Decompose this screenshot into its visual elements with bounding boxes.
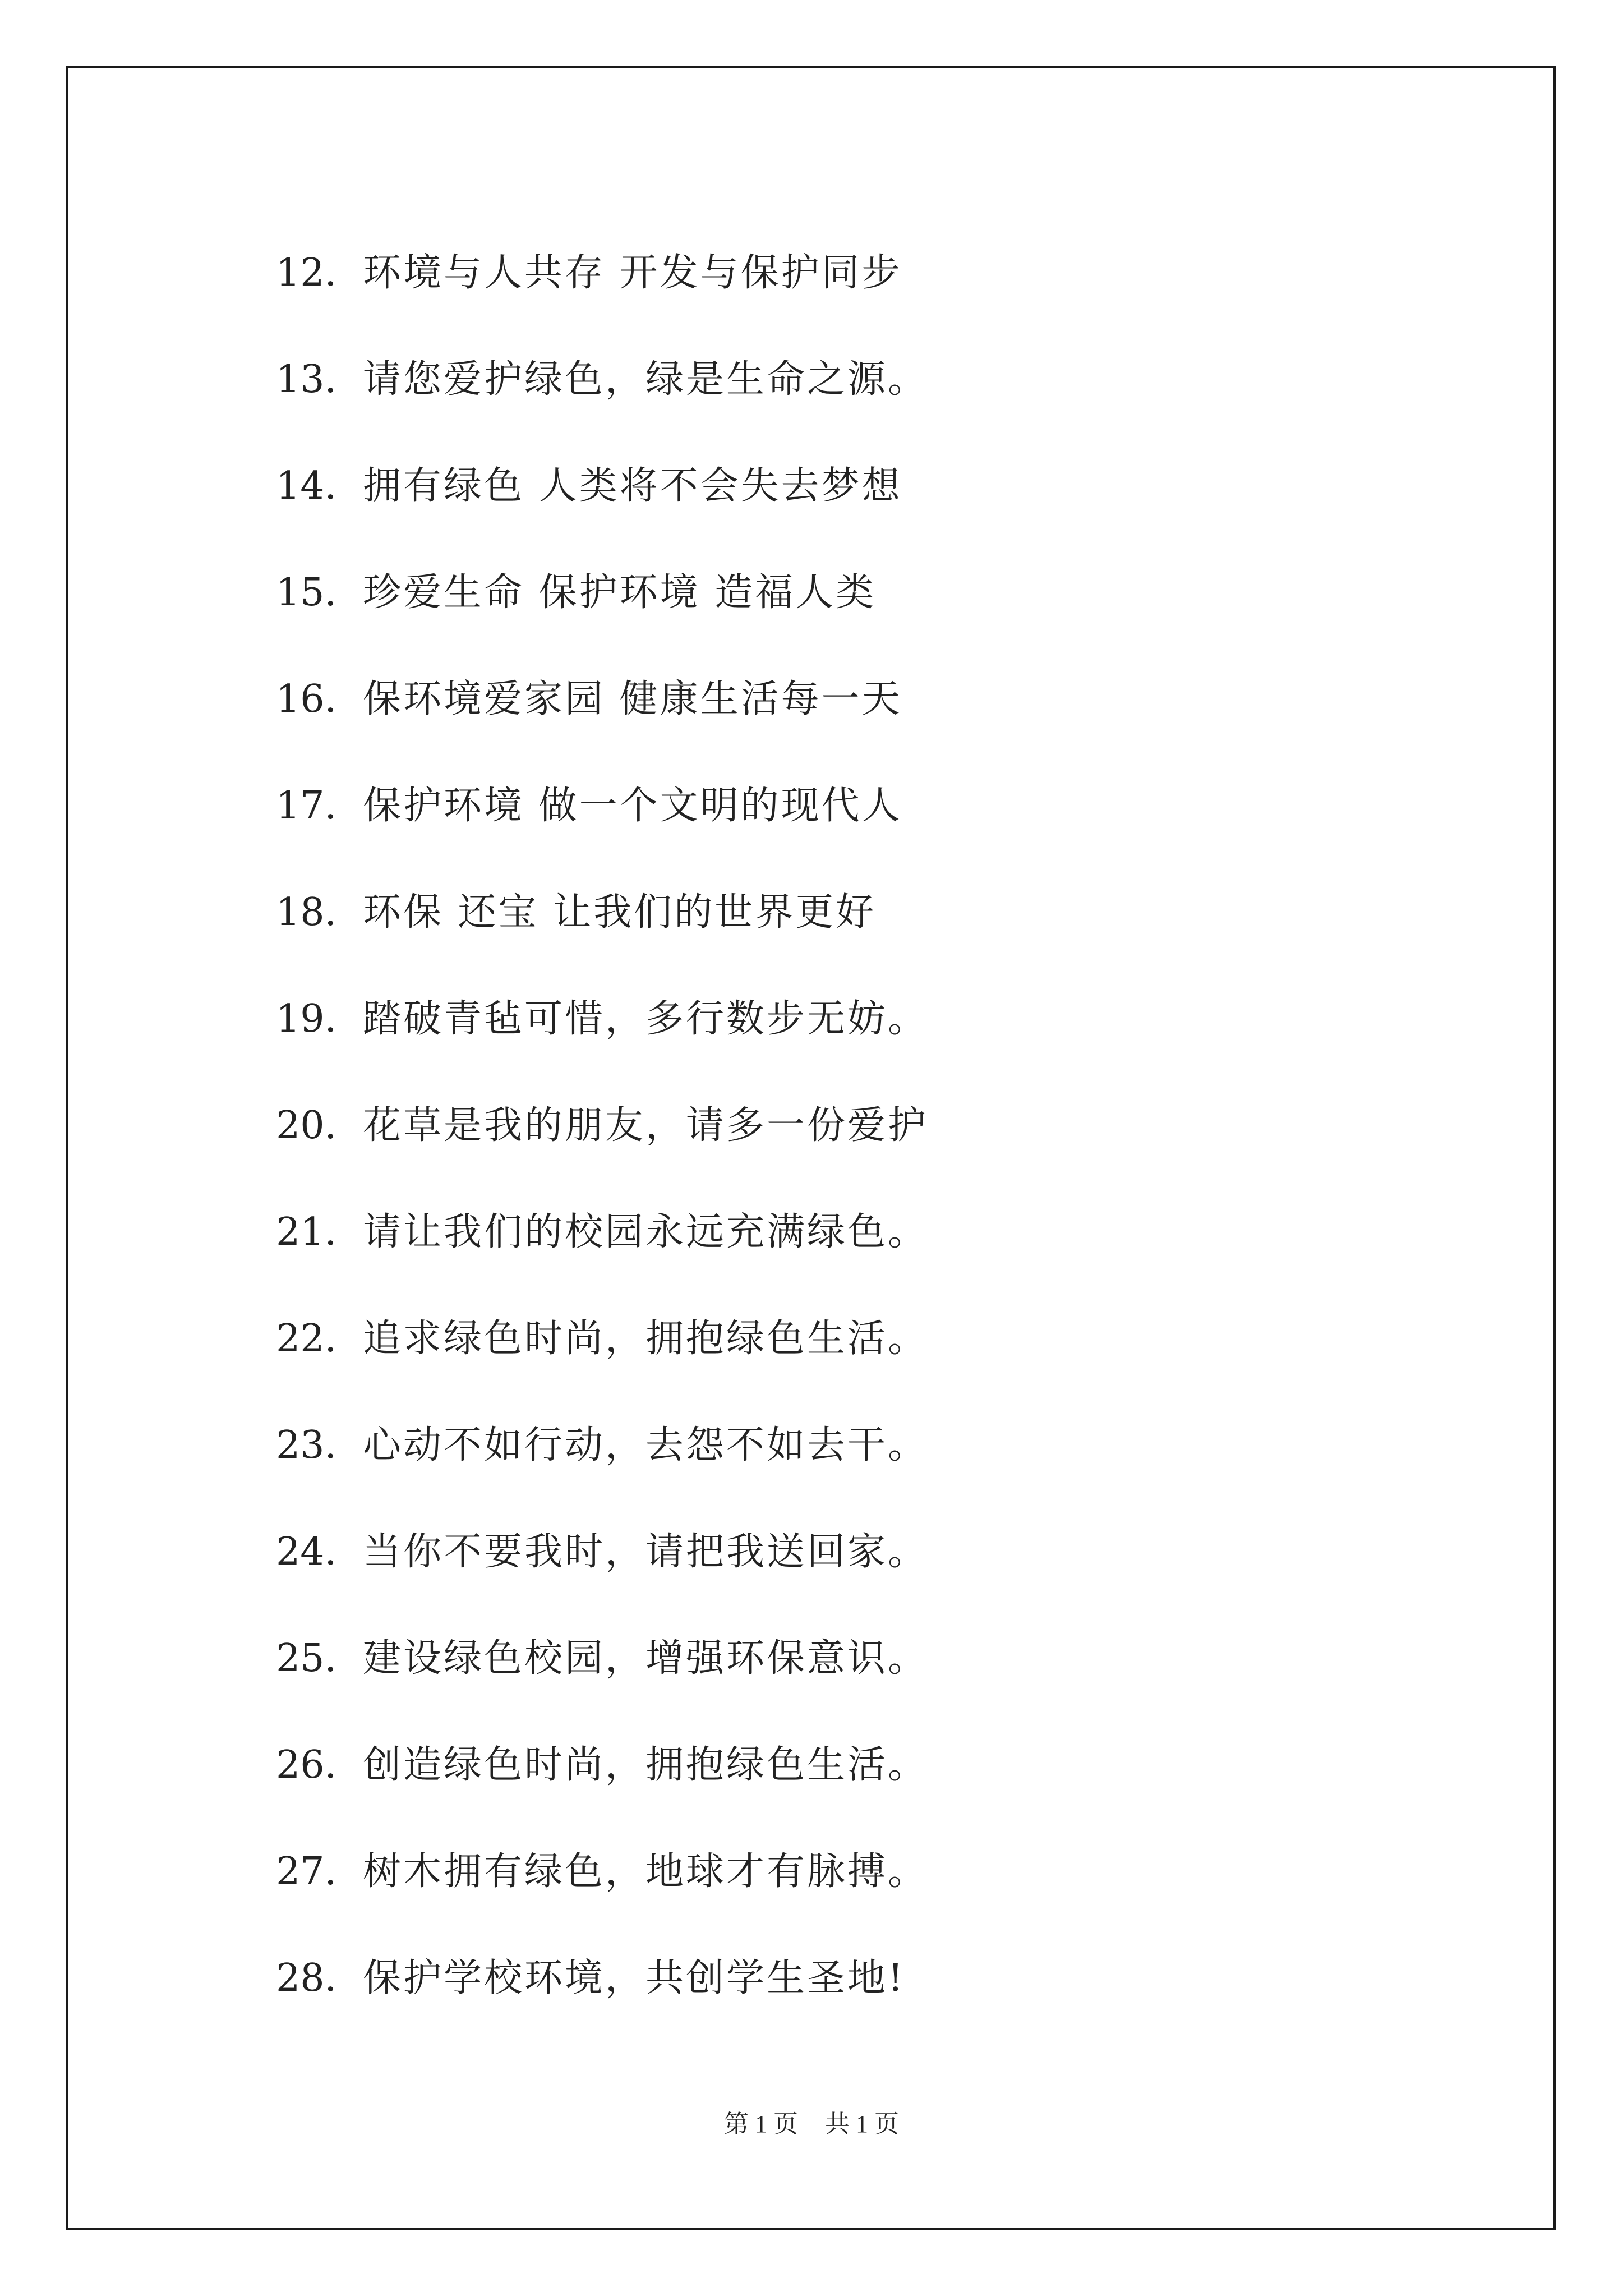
item-number: 19. [276,997,337,1041]
list-item [276,646,1454,753]
item-text: 保护学校环境，共创学生圣地! [363,1956,906,2000]
item-number: 28. [276,1956,337,2000]
item-number: 23. [276,1423,337,1467]
list-item [276,859,1454,966]
list-item [276,540,1454,646]
item-number: 27. [276,1849,337,1894]
list-item [276,1605,1454,1712]
item-number: 22. [276,1317,337,1361]
item-number: 21. [276,1210,337,1254]
item-number: 24. [276,1530,337,1574]
list-item [276,1712,1454,1819]
item-text: 保护环境 做一个文明的现代人 [363,784,902,828]
item-text: 创造绿色时尚，拥抱绿色生活。 [363,1743,929,1787]
list-item [276,1499,1454,1605]
list-item [276,1925,1454,2032]
page-number-total: 共 1 页 [825,2110,899,2138]
item-text: 珍爱生命 保护环境 造福人类 [363,570,877,615]
item-text: 心动不如行动，去怨不如去干。 [363,1423,929,1467]
item-text: 请让我们的校园永远充满绿色。 [363,1210,929,1254]
item-number: 20. [276,1103,337,1148]
item-text: 环境与人共存 开发与保护同步 [363,251,902,295]
slogan-list [276,220,1454,2032]
list-item [276,1819,1454,1925]
item-number: 15. [276,570,337,615]
list-item [276,1179,1454,1286]
list-item [276,433,1454,540]
item-number: 26. [276,1743,337,1787]
item-number: 18. [276,890,337,935]
item-number: 17. [276,784,337,828]
item-text: 环保 还宝 让我们的世界更好 [363,890,877,935]
list-item [276,753,1454,859]
item-text: 树木拥有绿色，地球才有脉搏。 [363,1849,929,1894]
item-text: 追求绿色时尚，拥抱绿色生活。 [363,1317,929,1361]
item-text: 花草是我的朋友，请多一份爱护 [363,1103,929,1148]
item-text: 请您爱护绿色，绿是生命之源。 [363,357,929,402]
item-text: 当你不要我时，请把我送回家。 [363,1530,929,1574]
item-text: 建设绿色校园，增强环保意识。 [363,1636,929,1681]
list-item [276,326,1454,433]
item-text: 踏破青毡可惜，多行数步无妨。 [363,997,929,1041]
list-item [276,966,1454,1073]
page-footer [0,2104,1623,2139]
item-number: 14. [276,464,337,508]
list-item [276,1286,1454,1392]
item-text: 拥有绿色 人类将不会失去梦想 [363,464,902,508]
item-number: 12. [276,251,337,295]
list-item [276,1073,1454,1179]
item-number: 25. [276,1636,337,1681]
list-item [276,220,1454,326]
item-text: 保环境爱家园 健康生活每一天 [363,677,902,721]
page-number-current: 第 1 页 [724,2110,798,2138]
item-number: 13. [276,357,337,402]
list-item [276,1392,1454,1499]
item-number: 16. [276,677,337,721]
